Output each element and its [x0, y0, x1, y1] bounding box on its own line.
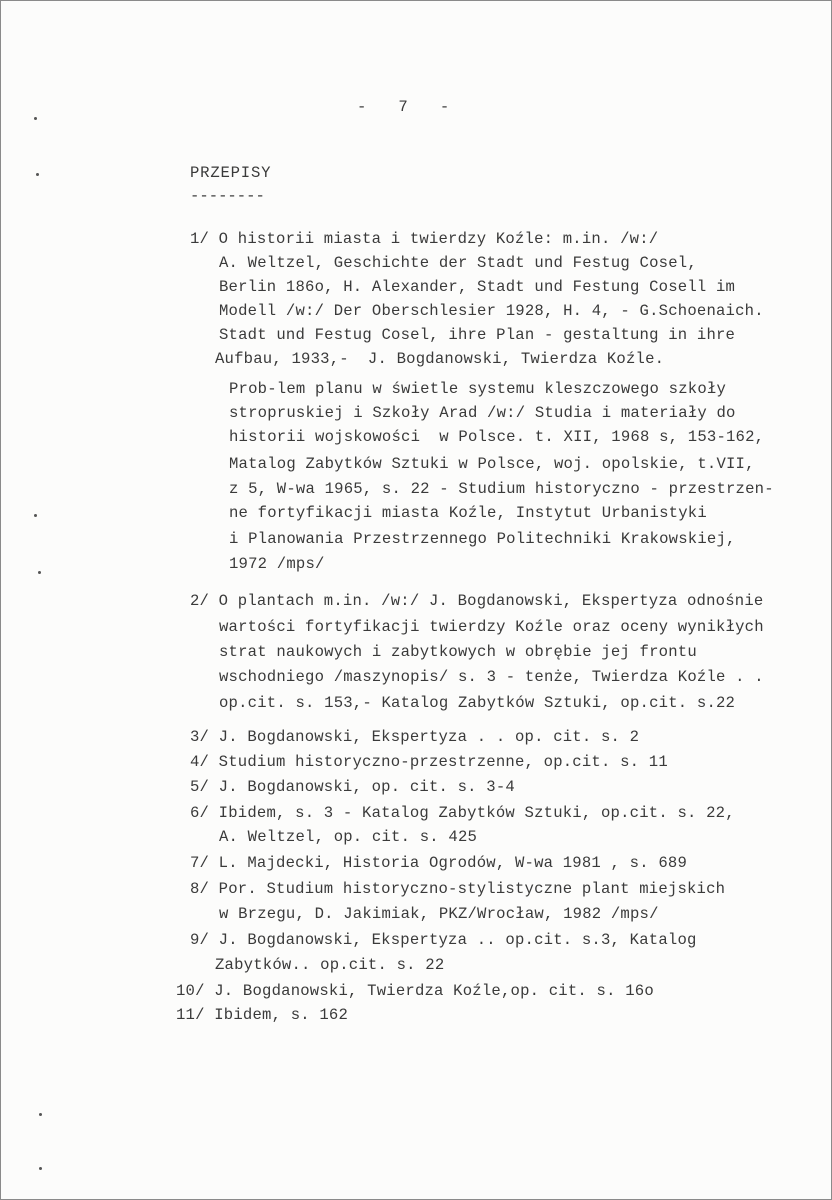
footnote-7: 7/ L. Majdecki, Historia Ogrodów, W-wa 1981 , s. 689 — [190, 854, 688, 872]
section-heading: PRZEPISY — [190, 164, 272, 182]
footnote-line: w Brzegu, D. Jakimiak, PKZ/Wrocław, 1982 /mps/ — [219, 905, 659, 923]
footnote-line: wschodniego /maszynopis/ s. 3 - tenże, Twierdza Koźle . . — [219, 668, 764, 686]
footnote-line: 9/ J. Bogdanowski, Ekspertyza .. op.cit. s.3, Katalog — [190, 931, 697, 949]
footnote-line: 6/ Ibidem, s. 3 - Katalog Zabytków Sztuki, op.cit. s. 22, — [190, 804, 735, 822]
footnote-line: op.cit. s. 153,- Katalog Zabytków Sztuki, op.cit. s.22 — [219, 694, 736, 712]
footnote-11: 11/ Ibidem, s. 162 — [176, 1006, 349, 1024]
footnote-line: historii wojskowości w Polsce. t. XII, 1968 s, 153-162, — [229, 428, 765, 446]
page-number: - 7 - — [357, 98, 451, 116]
footnote-line: Modell /w:/ Der Oberschlesier 1928, H. 4, - G.Schoenaich. — [219, 302, 764, 320]
scan-speck — [36, 173, 39, 176]
footnote-line: Zabytków.. op.cit. s. 22 — [215, 956, 445, 974]
scan-speck — [34, 117, 37, 120]
footnote-line: wartości fortyfikacji twierdzy Koźle oraz oceny wynikłych — [219, 618, 764, 636]
footnote-line: Matalog Zabytków Sztuki w Polsce, woj. opolskie, t.VII, — [229, 455, 755, 473]
scan-speck — [38, 571, 41, 574]
footnote-line: strat naukowych i zabytkowych w obrębie jej frontu — [219, 643, 697, 661]
heading-underline: -------- — [190, 187, 265, 205]
footnote-line: Berlin 186o, H. Alexander, Stadt und Festung Cosell im — [219, 278, 736, 296]
footnote-line: Stadt und Festug Cosel, ihre Plan - gestaltung in ihre — [219, 326, 736, 344]
scan-speck — [39, 1167, 42, 1170]
footnote-line: ne fortyfikacji miasta Koźle, Instytut Urbanistyki — [229, 504, 707, 522]
footnote-line: A. Weltzel, Geschichte der Stadt und Festug Cosel, — [219, 254, 697, 272]
footnote-line: stropruskiej i Szkoły Arad /w:/ Studia i materiały do — [229, 404, 736, 422]
footnote-line: Aufbau, 1933,- J. Bogdanowski, Twierdza Koźle. — [215, 350, 665, 368]
scan-speck — [39, 1113, 42, 1116]
footnote-5: 5/ J. Bogdanowski, op. cit. s. 3-4 — [190, 778, 515, 796]
footnote-line: A. Weltzel, op. cit. s. 425 — [219, 828, 478, 846]
footnote-10: 10/ J. Bogdanowski, Twierdza Koźle,op. cit. s. 16o — [176, 982, 654, 1000]
footnote-line: 1/ O historii miasta i twierdzy Koźle: m.in. /w:/ — [190, 230, 659, 248]
footnote-line: 8/ Por. Studium historyczno-stylistyczne plant miejskich — [190, 880, 726, 898]
footnote-line: 2/ O plantach m.in. /w:/ J. Bogdanowski, Ekspertyza odnośnie — [190, 592, 764, 610]
footnote-4: 4/ Studium historyczno-przestrzenne, op.cit. s. 11 — [190, 753, 668, 771]
footnote-3: 3/ J. Bogdanowski, Ekspertyza . . op. cit. s. 2 — [190, 728, 640, 746]
footnote-line: z 5, W-wa 1965, s. 22 - Studium historyczno - przestrzen- — [229, 480, 774, 498]
footnote-line: Prob-lem planu w świetle systemu kleszczowego szkoły — [229, 380, 727, 398]
footnote-line: i Planowania Przestrzennego Politechniki Krakowskiej, — [229, 530, 736, 548]
footnote-line: 1972 /mps/ — [229, 555, 325, 573]
scan-speck — [34, 514, 37, 517]
